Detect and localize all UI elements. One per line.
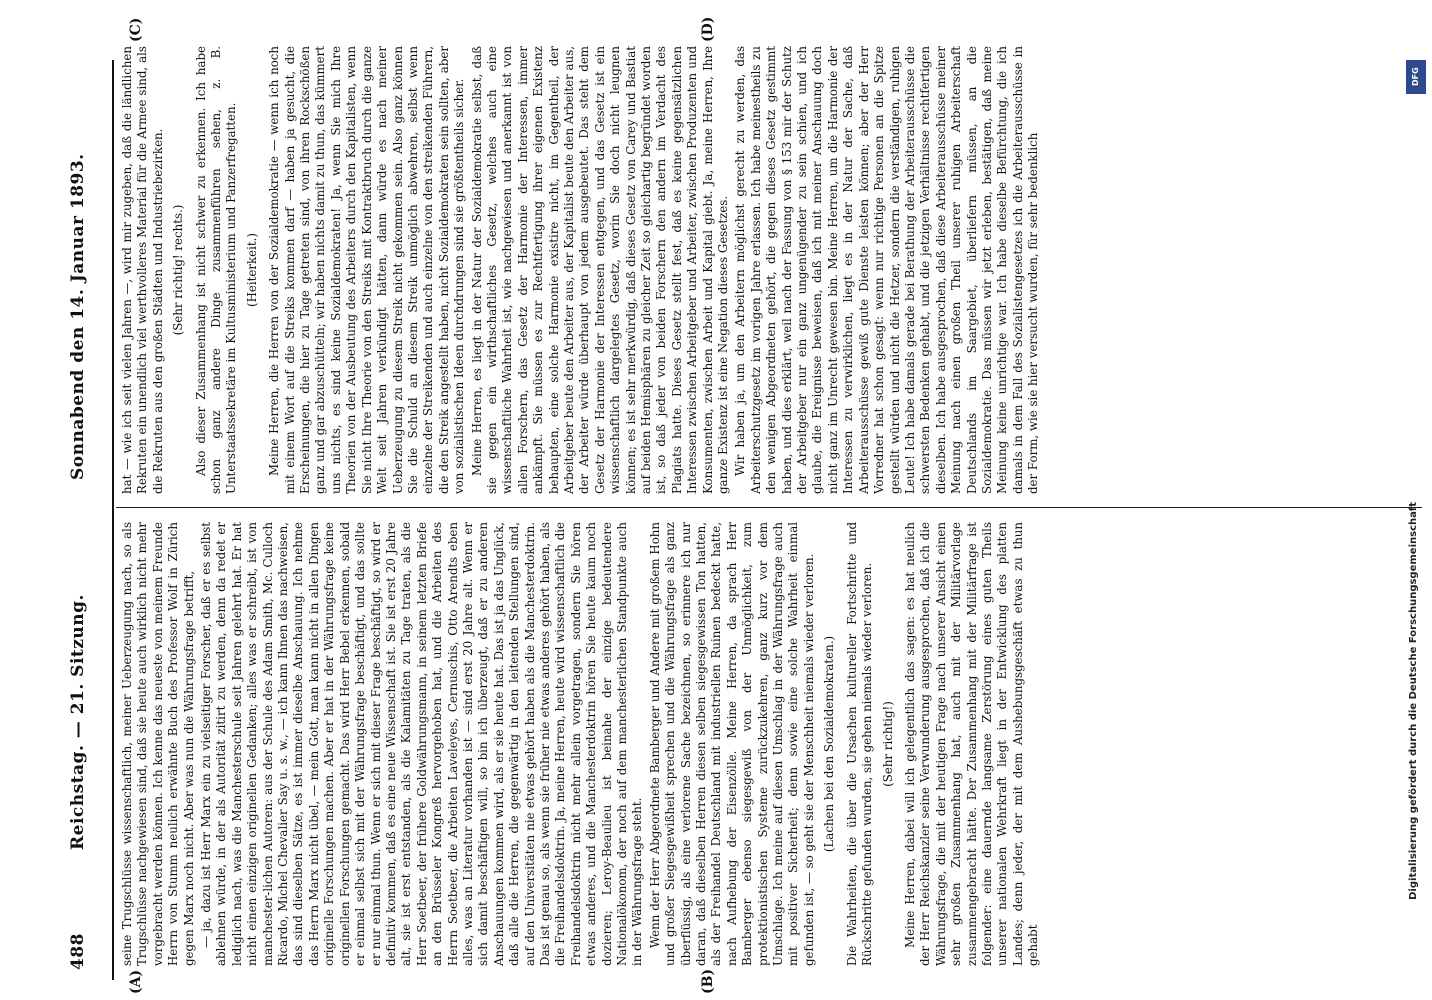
left-column: [120, 522, 1422, 966]
credit-text: Digitalisierung gefördert durch die Deutsche Forschungsgemeinschaft: [1408, 502, 1419, 900]
header-rule: [112, 60, 114, 980]
header-left-title: Reichstag. — 21. Sitzung.: [68, 594, 88, 850]
margin-marker-d: (D): [700, 16, 716, 42]
page-number: 488: [68, 933, 88, 970]
paragraph: Meine Herren, die Herren von der Sozialdemokratie — wenn ich noch mit einem Wort auf die Streiks kommen darf — haben ja gesucht, die Erscheinungen, die hier zu Tage getreten sind, von ihren Rockschößen ganz und gar abzuschütteln; wir haben nichts damit zu thun, das kümmert uns nichts, es sind keine Sozialdemokraten! Ja, wenn Sie mich Ihre Theorien von der Ausbeutung des Arbeiters durch den Kapitalisten, wenn Sie nicht Ihre Theorie von den Streiks mit Kontraktbruch durch die ganze Welt seit Jahren verkündigt hätten, dann würde es nach meiner Ueberzeugung zu diesem Streik nicht gekommen sein. Also ganz können Sie die Schuld an diesem Streik unmöglich abwehren, selbst wenn einzelne der Streikenden und auch einzelne von den streikenden Führern, die den Streik angestellt haben, nicht Sozialdemokraten sein sollten, aber von sozialistischen Ideen durchdrungen sind sie größtentheils sicher.: [267, 46, 467, 494]
paragraph: Wenn der Herr Abgeordnete Bamberger und Andere mit großem Hohn und großer Siegesgewißheit sprechen und die Währungsfrage als ganz überflüssig, als eine verlorene Sache bezeichnen, so erinnere ich nur daran, daß dieselben Herren diesen selben siegesgewissen Ton hatten, als der Freihandel Deutschland mit industriellen Ruinen bedeckt hatte, nach Aufhebung der Eisenzölle. Meine Herren, da sprach Herr Bamberger ebenso siegesgewiß von der Unmöglichkeit, zum protektionistischen Systeme zurückzukehren, ganz kurz vor dem Umschlage. Ich meine auf diesen Umschlag in der Währungsfrage auch mit positiver Sicherheit; denn sowie eine solche Wahrheit einmal gefunden ist, — so geht sie der Menschheit niemals wieder verloren.: [647, 522, 816, 966]
margin-marker-c: (C): [128, 17, 144, 42]
paragraph: Meine Herren, es liegt in der Natur der Sozialdemokratie selbst, daß sie gegen ein wirthschaftliches Gesetz, welches auch eine wissenschaftliche Wahrheit ist, wie nachgewiesen und anerkannt ist von allen Forschern, das Gesetz der Harmonie der Interessen, immer ankämpft. Sie müssen es zur Rechtfertigung ihrer eigenen Existenz behaupten, eine solche Harmonie existire nicht, im Gegentheil, der Arbeitgeber beute den Arbeiter aus, der Kapitalist beute den Arbeiter aus, der Arbeiter würde überhaupt von jedem ausgebeutet. Das steht dem Gesetz der Harmonie der Interessen entgegen, und das Gesetz ist ein wissenschaftlich dargelegtes Gesetz, worin Sie doch nicht leugnen können; es ist sehr merkwürdig, daß dieses Gesetz von Carey und Bastiat auf beiden Hemisphären zu gleicher Zeit so gleichartig begründet worden ist, so daß jeder von beiden Forschern den andern im Verdacht des Plagiats hatte. Dieses Gesetz stellt fest, daß es keine gegensätzlichen Interessen zwischen Arbeitgeber und Arbeiter, zwischen Produzenten und Konsumenten, zwischen Arbeit und Kapital giebt. Ja, meine Herren, Ihre ganze Existenz ist eine Negation dieses Gesetzes.: [469, 46, 731, 494]
paragraph: Wir haben ja, um den Arbeitern möglichst gerecht zu werden, das Arbeiterschutzgesetz im vorigen Jahre erlassen. Ich habe meinestheils zu den wenigen Abgeordneten gehört, die gegen dieses Gesetz gestimmt haben, und dies erklärt, weil nach der Fassung von § 153 mir der Schutz der Arbeitgeber nur ein ganz ungenügender zu sein schien, und ich glaube, die Ereignisse beweisen, daß ich mit meiner Anschauung doch nicht ganz im Unrecht gewesen bin. Meine Herren, um die Harmonie der Interessen zu verwirklichen, liegt es in der Natur der Sache, daß Arbeiterausschüsse gewiß gute Dienste leisten können; aber der Herr Vorredner hat schon gesagt: wenn nur richtige Personen an die Spitze gestellt würden und nicht die Hetzer, sondern die verständigen, ruhigen Leute! Ich habe damals gerade bei Berathung der Arbeiterausschüsse die schwersten Bedenken gehabt, und die jetzigen Verhältnisse rechtfertigen dieselben. Ich habe ausgesprochen, daß diese Arbeiterausschüsse meiner Meinung nach einen großen Theil unserer ruhigen Arbeiterschaft Deutschlands im Saargebiet, überliefern müssen, an die Sozialdemokratie. Das müssen wir jetzt erleben, bestätigen, daß meine Meinung keine unrichtige war. Ich habe dieselbe Befürchtung, die ich damals in dem Fall des Sozialistengesetzes ich die Arbeiterausschüsse in der Form, wie sie hier versucht wurden, für sehr bedenklich: [733, 46, 1041, 494]
header-right-title: Sonnabend den 14. Januar 1893.: [68, 153, 88, 480]
funding-credit: [1405, 60, 1427, 940]
right-column: [120, 46, 1422, 494]
margin-marker-a: (A): [128, 969, 144, 994]
margin-marker-b: (B): [700, 968, 716, 994]
interjection: (Heiterkeit.): [244, 233, 259, 308]
paragraph: Meine Herren, dabei will ich gelegentlich das sagen: es hat neulich der Herr Reichskanzler seine Verwunderung ausgesprochen, daß ich die Währungsfrage, die mit der heutigen Frage nach unserer Ansicht einen sehr großen Zusammenhang hat, auch mit der Militärvorlage zusammengebracht hätte. Der Zusammenhang mit der Militärfrage ist folgender: eine dauernde langsame Zerstörung eines guten Theils unserer nationalen Wehrkraft liegt in der Entwicklung des platten Landes; denn jeder, der mit dem Aushebungsgeschäft etwas zu thun gehabt: [902, 522, 1041, 966]
interjection: (Sehr richtig! rechts.): [171, 204, 186, 336]
interjection: (Sehr richtig!): [880, 701, 895, 787]
paragraph: seine Trugschlüsse wissenschaftlich, meiner Ueberzeugung nach, so als Trugschlüsse nachgewiesen sind, daß sie heute auch wirklich nicht mehr vorgebracht werden können. Ich kenne das neueste von meinem Freunde Herrn von Stumm neulich erwähnte Buch des Professor Wolf in Zürich gegen Marx noch nicht. Aber was nun die Währungsfrage betrifft,: [120, 522, 196, 966]
paragraph: Also dieser Zusammenhang ist nicht schwer zu erkennen. Ich habe schon ganz andere Dinge zusammenführen sehen, z. B. Unterstaatssekretäre im Kultusministerium und Panzerfregatten.: [193, 46, 239, 494]
paragraph: Die Wahrheiten, die über die Ursachen kultureller Fortschritte und Rückschritte gefunden wurden, sie gehen niemals wieder verloren.: [844, 522, 875, 966]
paragraph: — ja, dazu ist Herr Marx ein zu vielseitiger Forscher, daß er es selbst ablehnen würde, in der als Autorität zitirt zu werden, denn da redet er lediglich nach, was die Manchesterschule seit Jahren gelehrt hat. Er hat nicht einen einzigen originellen Gedanken; alles was er schreibt, ist von manchester-lichen Autoren: aus der Schule des Adam Smith, Mc. Culloch Ricardo, Michel Chevalier Say u. s. w., — ich kann Ihnen das nachweisen, das sind dieselben Sätze, es ist immer dieselbe Anschauung. Ich nehme das Herrn Marx nicht übel, — mein Gott, man kann nicht in allen Dingen originelle Forschungen machen. Aber er hat in der Währungsfrage keine originellen Forschungen gemacht. Das wird Herr Bebel erkennen, sobald er einmal selbst sich mit der Währungsfrage beschäftigt, und das sollte er nur einmal thun. Wenn er sich mit dieser Frage beschäftigt, so wird er definitiv kommen, daß es eine neue Wissenschaft ist. Sie ist erst 20 Jahre alt, sie ist erst entstanden, als die Kalamitäten zu Tage traten, als die Herr Soetbeer, der frühere Goldwährungsmann, in seinem letzten Briefe an den Brüsseler Kongreß hervorgehoben hat, und die Arbeiten des Herrn Soetbeer, die Arbeiten Laveleyes, Cernuschis, Otto Arendts eben alles, was an Literatur vorhanden ist — sind erst 20 Jahre alt. Wenn er sich damit beschäftigen will, so bin ich überzeugt, daß er zu anderen Anschauungen kommen wird, als er sie heute hat. Das ist ja das Unglück, daß alle die Herren, die gegenwärtig in den leitenden Stellungen sind, auf den Universitäten nie etwas gehört haben als die Manchesterdoktrin. Das ist genau so, als wenn sie früher nie etwas anderes gehört haben, als die Freihandelsdoktrin. Ja, meine Herren, heute wird wissenschaftlich die Freihandelsdoktrin nicht mehr allein vorgetragen, sondern Sie hören etwas anderes, und die Manchesterdoktrin hören Sie heute kaum noch dozieren; Leroy-Beaulieu ist beinahe der einzige bedeutendere Nationalökonom, der noch auf dem manchesterlichen Standpunkte auch in der Währungsfrage steht.: [199, 522, 645, 966]
column-divider: [116, 507, 1422, 508]
interjection: (Lachen bei den Sozialdemokraten.): [822, 635, 837, 853]
paragraph: hat — wie ich seit vielen Jahren —, wird mir zugeben, daß die ländlichen Rekruten ein unendlich viel werthvolleres Material für die Armee sind, als die Rekruten aus den großen Städten und Industriebezirken.: [120, 46, 165, 494]
dfg-logo: DFG: [1406, 60, 1426, 94]
